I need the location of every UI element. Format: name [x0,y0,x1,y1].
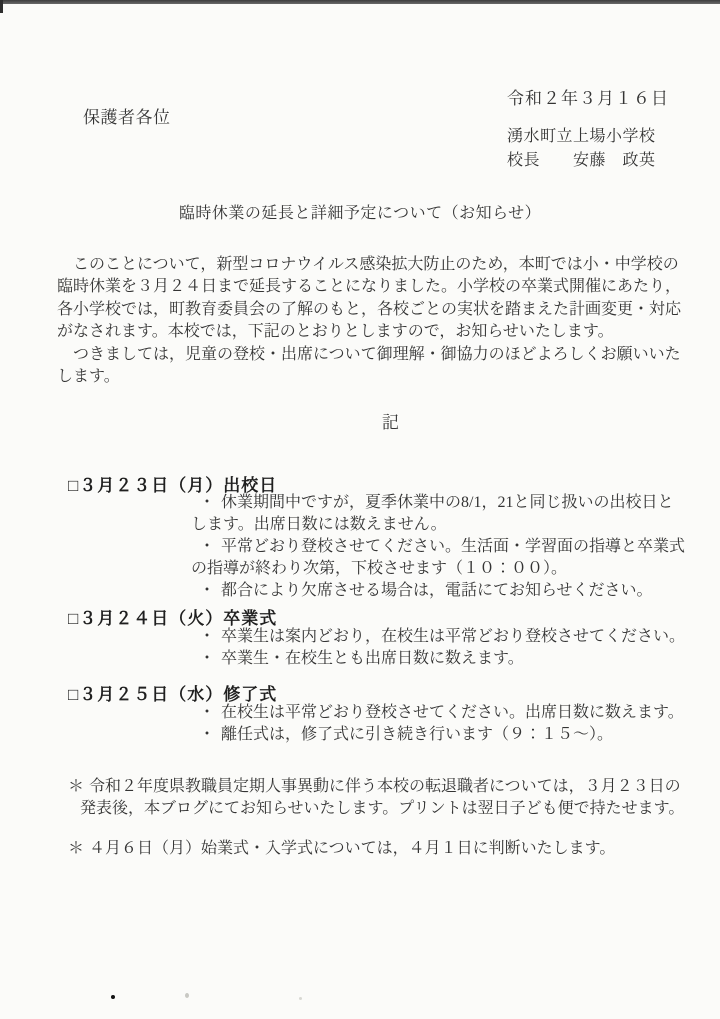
list-item-line: 休業期間中ですが，夏季休業中の8/1，21と同じ扱いの出校日と [221,494,674,511]
body-line: がなされます。本校では，下記のとおりとしますので，お知らせいたします。 [57,323,614,341]
note-item [68,838,615,860]
document-title: 臨時休業の延長と詳細予定について（お知らせ） [178,205,542,222]
scan-artifact-dot [299,997,302,1000]
list-item-line: 離任式は，修了式に引き続き行います（９：１５～）。 [221,726,614,743]
asterisk-icon: ＊ [68,840,85,857]
bullet-icon: ・ [199,494,216,511]
list-item [197,580,685,602]
section-heading-march23: □３月２３日（月）出校日 [68,476,278,495]
bullet-list-march23 [191,492,686,602]
scan-artifact-top-bar [0,0,720,4]
scan-artifact-dot [111,995,115,999]
sender-principal-line: 校長 安藤 政英 [507,152,656,169]
note-line: 令和２年度県教職員定期人事異動に伴う本校の転退職者については，３月２３日の [89,778,681,795]
list-item-line: します。出席日数には数えません。 [191,516,447,533]
body-line: つきましては，児童の登校・出席について御理解・御協力のほどよろしくお願いいた [57,345,681,363]
note-item [68,776,684,821]
bullet-icon: ・ [199,582,216,599]
section-heading-march25: □３月２５日（水）修了式 [68,685,278,704]
recipient-line: 保護者各位 [83,108,171,127]
list-item-line: の指導が終わり次第，下校させます（１０：００）。 [191,560,568,577]
list-item [191,536,686,580]
list-item [197,702,684,724]
list-item [197,626,685,648]
bullet-list-march25 [197,702,684,746]
list-item [197,648,685,670]
list-item-line: 平常どおり登校させてください。生活面・学習面の指導と卒業式 [221,538,686,555]
scan-artifact-dot [185,993,189,998]
list-item-line: 卒業生は案内どおり，在校生は平常どおり登校させてください。 [221,628,686,645]
bullet-list-march24 [197,626,685,670]
list-item-line: 在校生は平常どおり登校させてください。出席日数に数えます。 [221,704,684,721]
asterisk-icon: ＊ [68,778,85,795]
body-line: 臨時休業を３月２４日まで延長することになりました。小学校の卒業式開催にあたり， [57,278,682,296]
bullet-icon: ・ [199,650,216,667]
bullet-icon: ・ [199,538,216,555]
note-line: ４月６日（月）始業式・入学式については，４月１日に判断いたします。 [89,840,616,857]
bullet-icon: ・ [199,628,216,645]
body-paragraph [57,254,681,388]
bullet-icon: ・ [199,726,216,743]
list-item-line: 卒業生・在校生とも出席日数に数えます。 [221,650,524,667]
section-heading-march24: □３月２４日（火）卒業式 [68,609,278,628]
body-line: します。 [57,367,120,385]
list-item [191,492,685,536]
scan-artifact-corner-mark [0,0,3,13]
sender-school-line: 湧水町立上場小学校 [507,128,656,145]
body-line: このことについて，新型コロナウイルス感染拡大防止のため，本町では小・中学校の [57,256,679,273]
note-line: 発表後，本ブログにてお知らせいたします。プリントは翌日子ども便で持たせます。 [80,800,685,818]
list-item [197,724,684,746]
letter-date: 令和２年３月１６日 [507,89,669,108]
list-item-line: 都合により欠席させる場合は，電話にてお知らせください。 [221,582,653,599]
body-line: 各小学校では，町教育委員会の了解のもと，各校ごとの実状を踏まえた計画変更・対応 [57,300,682,318]
bullet-icon: ・ [199,704,216,721]
record-marker: 記 [382,413,399,432]
